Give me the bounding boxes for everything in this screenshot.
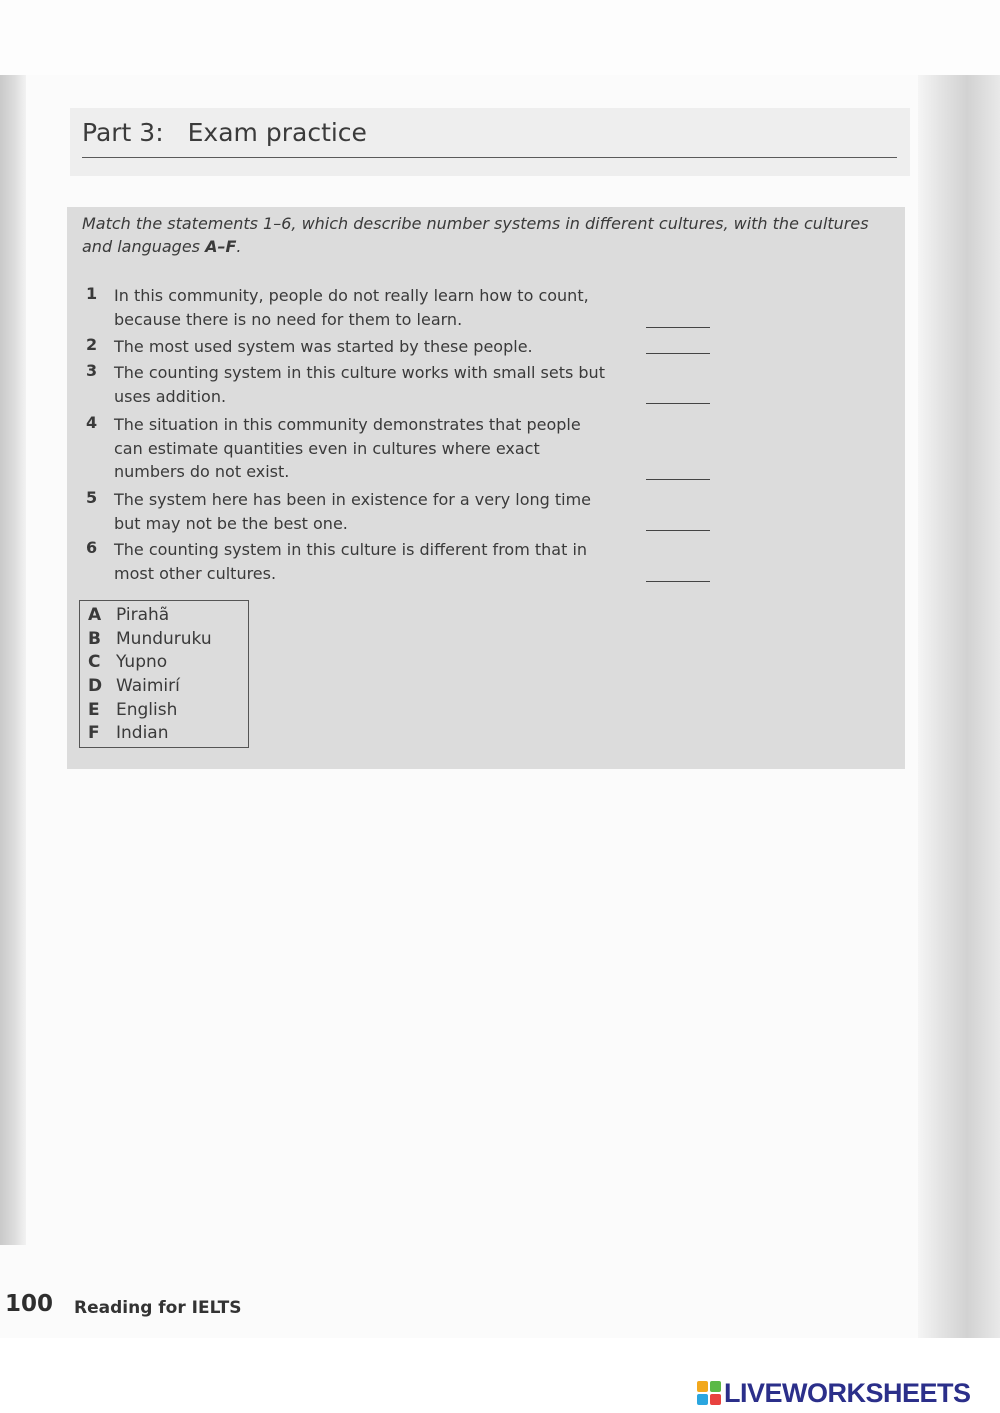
statement-number: 5 [86,488,98,507]
statement-number: 6 [86,538,98,557]
option-b [88,628,212,652]
statement-number: 4 [86,413,98,432]
option-letter: A [88,605,102,625]
logo-square [710,1381,721,1392]
option-letter: E [88,700,100,720]
option-f [88,722,169,746]
logo-square [697,1381,708,1392]
page-number: 100 [5,1291,54,1317]
option-name: Waimirí [116,676,180,696]
answer-input-1[interactable] [646,307,710,328]
liveworksheets-logo-icon [697,1381,721,1405]
statement-number: 2 [86,335,98,354]
page-edge-shadow [918,75,1000,1340]
option-name: Munduruku [116,629,212,649]
option-name: Pirahã [116,605,170,625]
statement-number: 3 [86,361,98,380]
part-label: Part 3: [82,118,164,147]
statement-text: The counting system in this culture is different from that in most other cultures. [114,540,588,583]
options-list [79,600,249,748]
statement-text: The system here has been in existence for a very long time but may not be the best one. [114,490,592,533]
option-name: Indian [116,723,169,743]
option-e [88,699,177,723]
statement-text: The most used system was started by these people. [114,337,533,356]
answer-input-4[interactable] [646,459,710,480]
answer-input-2[interactable] [646,333,710,354]
answer-input-6[interactable] [646,561,710,582]
option-letter: D [88,676,103,696]
option-letter: B [88,629,101,649]
answer-input-3[interactable] [646,383,710,404]
statement-number: 1 [86,284,98,303]
option-name: Yupno [116,652,168,672]
instructions-end: . [236,237,242,256]
answer-input-5[interactable] [646,510,710,531]
option-name: English [116,700,178,720]
book-title: Reading for IELTS [74,1298,242,1318]
logo-square [697,1394,708,1405]
title-divider [82,157,897,158]
option-letter: F [88,723,100,743]
section-title: Exam practice [187,118,367,147]
statement-text: In this community, people do not really learn how to count, because there is no need for them to learn. [114,286,589,329]
statement-text: The counting system in this culture works with small sets but uses addition. [114,363,605,406]
page-binding-shadow [0,75,26,1245]
instructions [82,212,882,258]
brand-name: LIVEWORKSHEETS [724,1377,971,1408]
option-letter: C [88,652,101,672]
instructions-text: Match the statements 1–6, which describe number systems in different cultures, with the cultures and languages [82,214,869,256]
liveworksheets-brand [697,1378,971,1408]
option-c [88,651,167,675]
logo-square [710,1394,721,1405]
option-d [88,675,180,699]
option-a [88,604,169,628]
instructions-range: A–F [205,237,237,256]
page-title [82,118,367,147]
statement-text: The situation in this community demonstrates that people can estimate quantities even in cultures where exact numbers do not exist. [114,415,581,481]
